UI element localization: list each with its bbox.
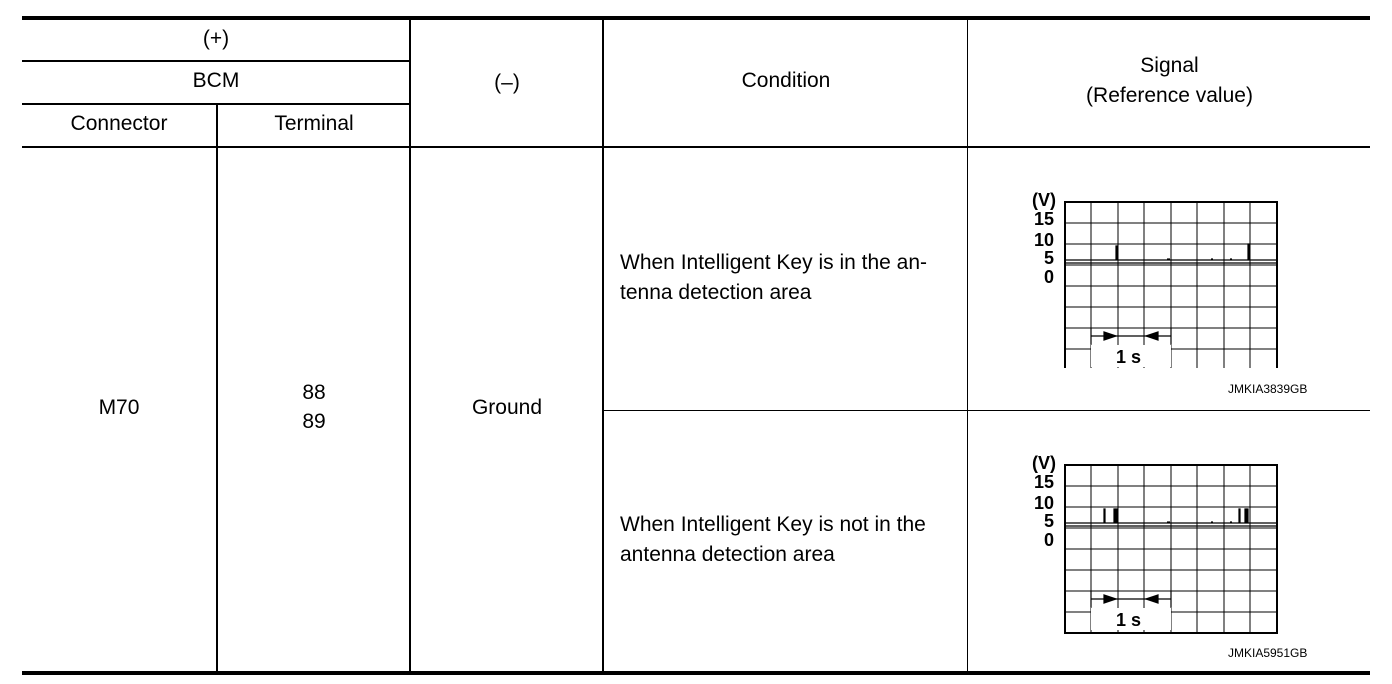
header-bottom-rule bbox=[22, 146, 1370, 148]
scope-tick-10: 10 bbox=[1034, 493, 1055, 513]
table-bottom-rule bbox=[22, 671, 1370, 675]
scope-tick-15: 15 bbox=[1034, 209, 1055, 229]
cell-ground: Ground bbox=[471, 396, 543, 419]
header-plus: (+) bbox=[202, 27, 230, 50]
cell-connector: M70 bbox=[98, 396, 140, 419]
header-connector: Connector bbox=[70, 112, 168, 135]
row-divider-rule bbox=[603, 410, 1370, 411]
oscilloscope-trace-in-area bbox=[1028, 188, 1328, 368]
scope-tick-0: 0 bbox=[1044, 267, 1055, 287]
time-arrow bbox=[1091, 591, 1171, 607]
header-minus: (–) bbox=[494, 71, 520, 94]
scope-time-label: 1 s bbox=[1116, 347, 1142, 367]
scope-grid bbox=[1065, 465, 1277, 633]
header-terminal: Terminal bbox=[274, 112, 354, 135]
scope-tick-10: 10 bbox=[1034, 230, 1055, 250]
col-divider-minus bbox=[602, 18, 604, 672]
table-top-rule bbox=[22, 16, 1370, 20]
condition-text-in-area: When Intelligent Key is in the an- tenna detection area bbox=[620, 251, 928, 304]
header-signal: Signal bbox=[1140, 54, 1199, 77]
figure-caption-1: JMKIA3839GB bbox=[1228, 382, 1308, 396]
figure-caption-2: JMKIA5951GB bbox=[1228, 646, 1308, 660]
oscilloscope-trace-not-in-area bbox=[1028, 451, 1328, 635]
header-rule-bcm bbox=[22, 60, 410, 62]
cell-terminal-89: 89 bbox=[302, 410, 326, 433]
scope-time-label: 1 s bbox=[1116, 610, 1142, 630]
header-condition: Condition bbox=[741, 69, 831, 92]
scope-tick-15: 15 bbox=[1034, 472, 1055, 492]
header-bcm: BCM bbox=[192, 69, 240, 92]
header-reference-value: (Reference value) bbox=[1086, 84, 1253, 107]
scope-tick-5: 5 bbox=[1044, 248, 1055, 268]
cell-terminal-88: 88 bbox=[302, 381, 326, 404]
scope-tick-0: 0 bbox=[1044, 530, 1055, 550]
condition-text-not-in-area: When Intelligent Key is not in the antenna detection area bbox=[620, 513, 926, 566]
scope-unit-label: (V) bbox=[1032, 453, 1056, 473]
time-arrow bbox=[1091, 328, 1171, 344]
scope-unit-label: (V) bbox=[1032, 190, 1056, 210]
scope-tick-5: 5 bbox=[1044, 511, 1055, 531]
col-divider-condition bbox=[967, 18, 968, 672]
